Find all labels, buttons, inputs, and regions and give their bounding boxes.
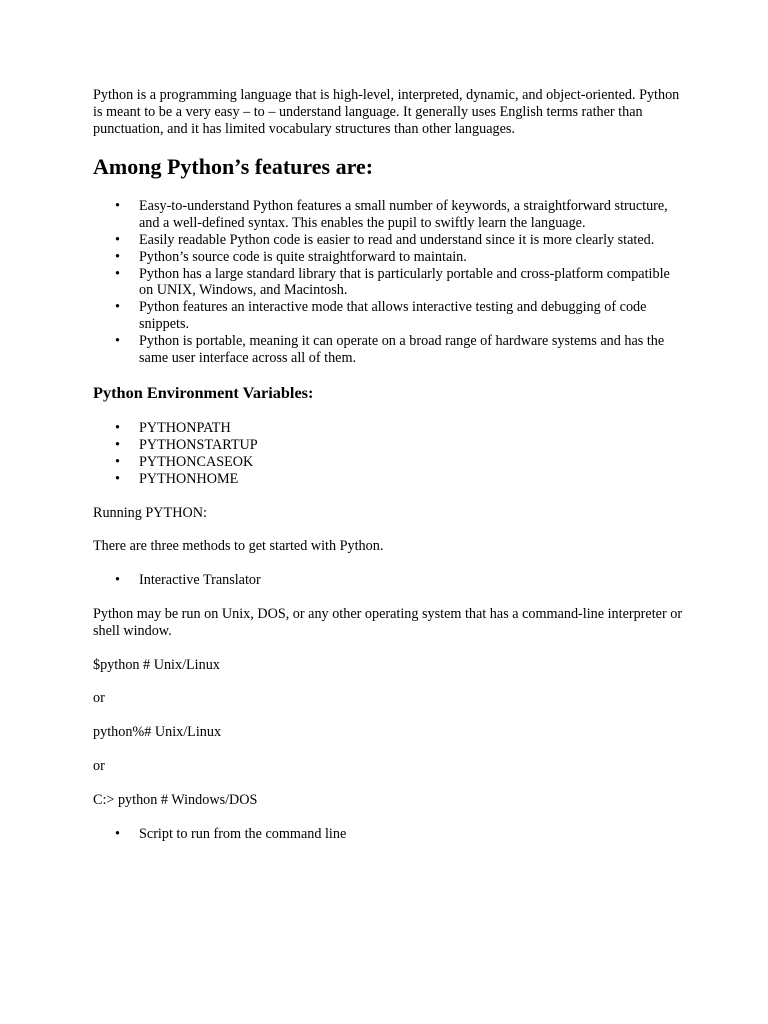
bullet-icon: • bbox=[115, 420, 120, 437]
bullet-icon: • bbox=[115, 231, 120, 248]
method-list-2 bbox=[93, 826, 683, 843]
list-item-text: Python features an interactive mode that allows interactive testing and debugging of code snippets. bbox=[139, 299, 647, 332]
list-item-text: Python’s source code is quite straightforward to maintain. bbox=[139, 248, 467, 265]
or-text: or bbox=[93, 757, 105, 774]
list-item bbox=[93, 437, 683, 454]
list-item-text: PYTHONPATH bbox=[139, 420, 231, 437]
list-item-text: Python has a large standard library that is particularly portable and cross-platform compatible on UNIX, Windows, and Macintosh. bbox=[139, 265, 670, 299]
env-vars-list bbox=[93, 420, 683, 487]
list-item-text: Easily readable Python code is easier to read and understand since it is more clearly stated. bbox=[139, 231, 655, 248]
features-list bbox=[93, 198, 683, 366]
bullet-icon: • bbox=[115, 453, 120, 470]
list-item bbox=[93, 299, 683, 333]
list-item-text: PYTHONCASEOK bbox=[139, 453, 254, 470]
list-item-text: PYTHONHOME bbox=[139, 470, 239, 487]
command-line-2: python%# Unix/Linux bbox=[93, 724, 222, 741]
bullet-icon: • bbox=[115, 470, 120, 487]
list-item bbox=[93, 249, 683, 266]
method-list-1 bbox=[93, 572, 683, 589]
or-text: or bbox=[93, 690, 105, 707]
methods-intro: There are three methods to get started with Python. bbox=[93, 538, 384, 555]
bullet-icon: • bbox=[115, 198, 120, 215]
list-item-text: Easy-to-understand Python features a small number of keywords, a straightforward structure, and a well-defined syntax. This enables the pupil to swiftly learn the language. bbox=[139, 198, 668, 232]
list-item bbox=[93, 454, 683, 471]
method-1-description: Python may be run on Unix, DOS, or any other operating system that has a command-line interpreter or shell window. bbox=[93, 605, 683, 639]
bullet-icon: • bbox=[115, 437, 120, 454]
list-item bbox=[93, 420, 683, 437]
bullet-icon: • bbox=[115, 248, 120, 265]
bullet-icon: • bbox=[115, 299, 120, 316]
env-vars-heading: Python Environment Variables: bbox=[93, 383, 314, 403]
list-item bbox=[93, 471, 683, 488]
list-item-text: Python is portable, meaning it can operate on a broad range of hardware systems and has the same user interface across all of them. bbox=[139, 332, 665, 366]
document-page bbox=[93, 87, 683, 859]
intro-paragraph: Python is a programming language that is high-level, interpreted, dynamic, and object-oriented. Python is meant to be a very easy – to – understand language. It generally uses English terms rather than punctuation, and it has limited vocabulary structures than other languages. bbox=[93, 87, 680, 137]
list-item bbox=[93, 826, 683, 843]
bullet-icon: • bbox=[115, 265, 120, 282]
bullet-icon: • bbox=[115, 825, 120, 842]
command-line-1: $python # Unix/Linux bbox=[93, 656, 220, 673]
list-item-text: Script to run from the command line bbox=[139, 825, 347, 842]
features-heading: Among Python’s features are: bbox=[93, 154, 374, 180]
list-item bbox=[93, 232, 683, 249]
list-item bbox=[93, 266, 683, 300]
bullet-icon: • bbox=[115, 572, 120, 589]
command-line-3: C:> python # Windows/DOS bbox=[93, 791, 258, 808]
bullet-icon: • bbox=[115, 332, 120, 349]
list-item-text: PYTHONSTARTUP bbox=[139, 437, 258, 454]
list-item bbox=[93, 198, 683, 232]
list-item bbox=[93, 572, 683, 589]
list-item bbox=[93, 333, 683, 367]
list-item-text: Interactive Translator bbox=[139, 572, 261, 589]
running-label: Running PYTHON: bbox=[93, 504, 207, 521]
